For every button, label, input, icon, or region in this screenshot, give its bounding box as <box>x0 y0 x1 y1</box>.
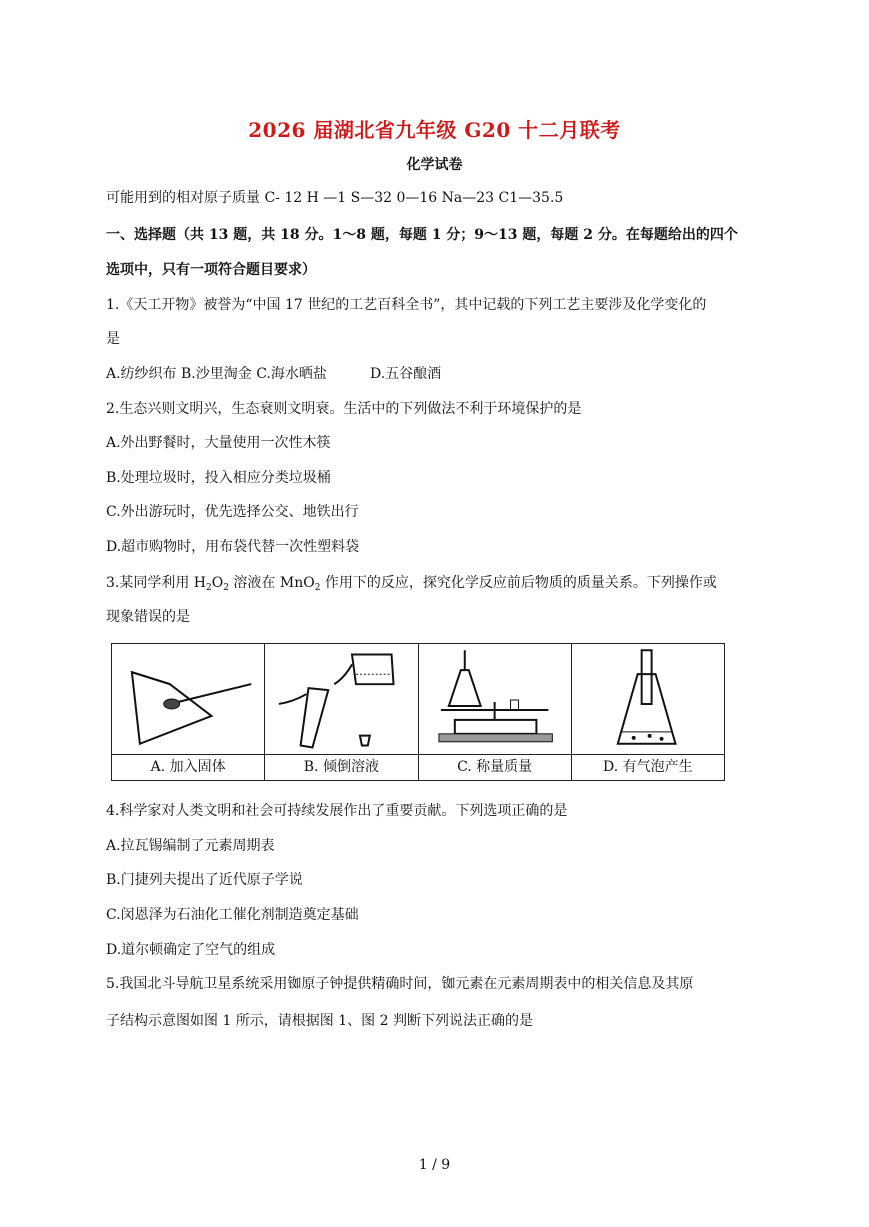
caption-a: A. 加入固体 <box>112 754 264 780</box>
add-solid-flask-illustration <box>112 644 264 756</box>
q3-figure-table <box>111 643 725 781</box>
q1-stem-line2: 是 <box>106 331 120 347</box>
q1-stem-line1: 1.《天工开物》被誉为“中国 17 世纪的工艺百科全书”，其中记载的下列工艺主要涉及化学变化的 <box>106 297 707 313</box>
q3-stem-line1: 3.某同学利用 $H_2O_2$ 溶液在 MnO$_2$ 作用下的反应，探究化学反应前后物质的质量关系。下列操作或 <box>106 575 717 593</box>
caption-b: B. 倾倒溶液 <box>265 754 417 780</box>
weighing-balance-illustration <box>419 644 571 756</box>
caption-c: C. 称量质量 <box>419 754 571 780</box>
q2-stem: 2.生态兴则文明兴，生态衰则文明衰。生活中的下列做法不利于环境保护的是 <box>106 401 582 417</box>
section-heading-line2: 选项中，只有一项符合题目要求） <box>106 262 316 278</box>
figure-cell-c <box>419 644 572 780</box>
q1-option-d: D.五谷酿酒 <box>370 366 442 382</box>
q5-stem-line1: 5.我国北斗导航卫星系统采用铷原子钟提供精确时间，铷元素在元素周期表中的相关信息及其原 <box>106 976 694 992</box>
q4-option-c: C.闵恩泽为石油化工催化剂制造奠定基础 <box>106 907 359 923</box>
pour-solution-illustration <box>265 644 417 756</box>
subject-title: 化学试卷 <box>406 157 463 173</box>
q3-stem-line2: 现象错误的是 <box>106 609 190 625</box>
figure-cell-a <box>112 644 265 780</box>
q2-option-a: A.外出野餐时，大量使用一次性木筷 <box>106 435 331 451</box>
page-number: 1 / 9 <box>418 1157 451 1173</box>
q4-option-d: D.道尔顿确定了空气的组成 <box>106 942 276 958</box>
figure-cell-b <box>265 644 418 780</box>
q4-stem: 4.科学家对人类文明和社会可持续发展作出了重要贡献。下列选项正确的是 <box>106 803 568 819</box>
figure-cell-d <box>572 644 724 780</box>
gas-bubbles-flask-illustration <box>572 644 724 756</box>
q4-option-b: B.门捷列夫提出了近代原子学说 <box>106 872 303 888</box>
q2-option-c: C.外出游玩时，优先选择公交、地铁出行 <box>106 504 359 520</box>
page-title: 2026 届湖北省九年级 G20 十二月联考 <box>248 118 621 142</box>
q1-options-abc: A.纺纱织布 B.沙里淘金 C.海水晒盐 <box>106 366 327 382</box>
q5-stem-line2: 子结构示意图如图 1 所示，请根据图 1、图 2 判断下列说法正确的是 <box>106 1013 533 1029</box>
q2-option-b: B.处理垃圾时，投入相应分类垃圾桶 <box>106 470 331 486</box>
q2-option-d: D.超市购物时，用布袋代替一次性塑料袋 <box>106 539 360 555</box>
section-heading-line1: 一、选择题（共 13 题，共 18 分。1～8 题，每题 1 分；9～13 题，每题 2 分。在每题给出的四个 <box>106 227 738 243</box>
q4-option-a: A.拉瓦锡编制了元素周期表 <box>106 838 275 854</box>
atomic-mass-note: 可能用到的相对原子质量 C- 12 H —1 S—32 0—16 Na—23 C1—35.5 <box>106 190 564 206</box>
caption-d: D. 有气泡产生 <box>572 754 724 780</box>
